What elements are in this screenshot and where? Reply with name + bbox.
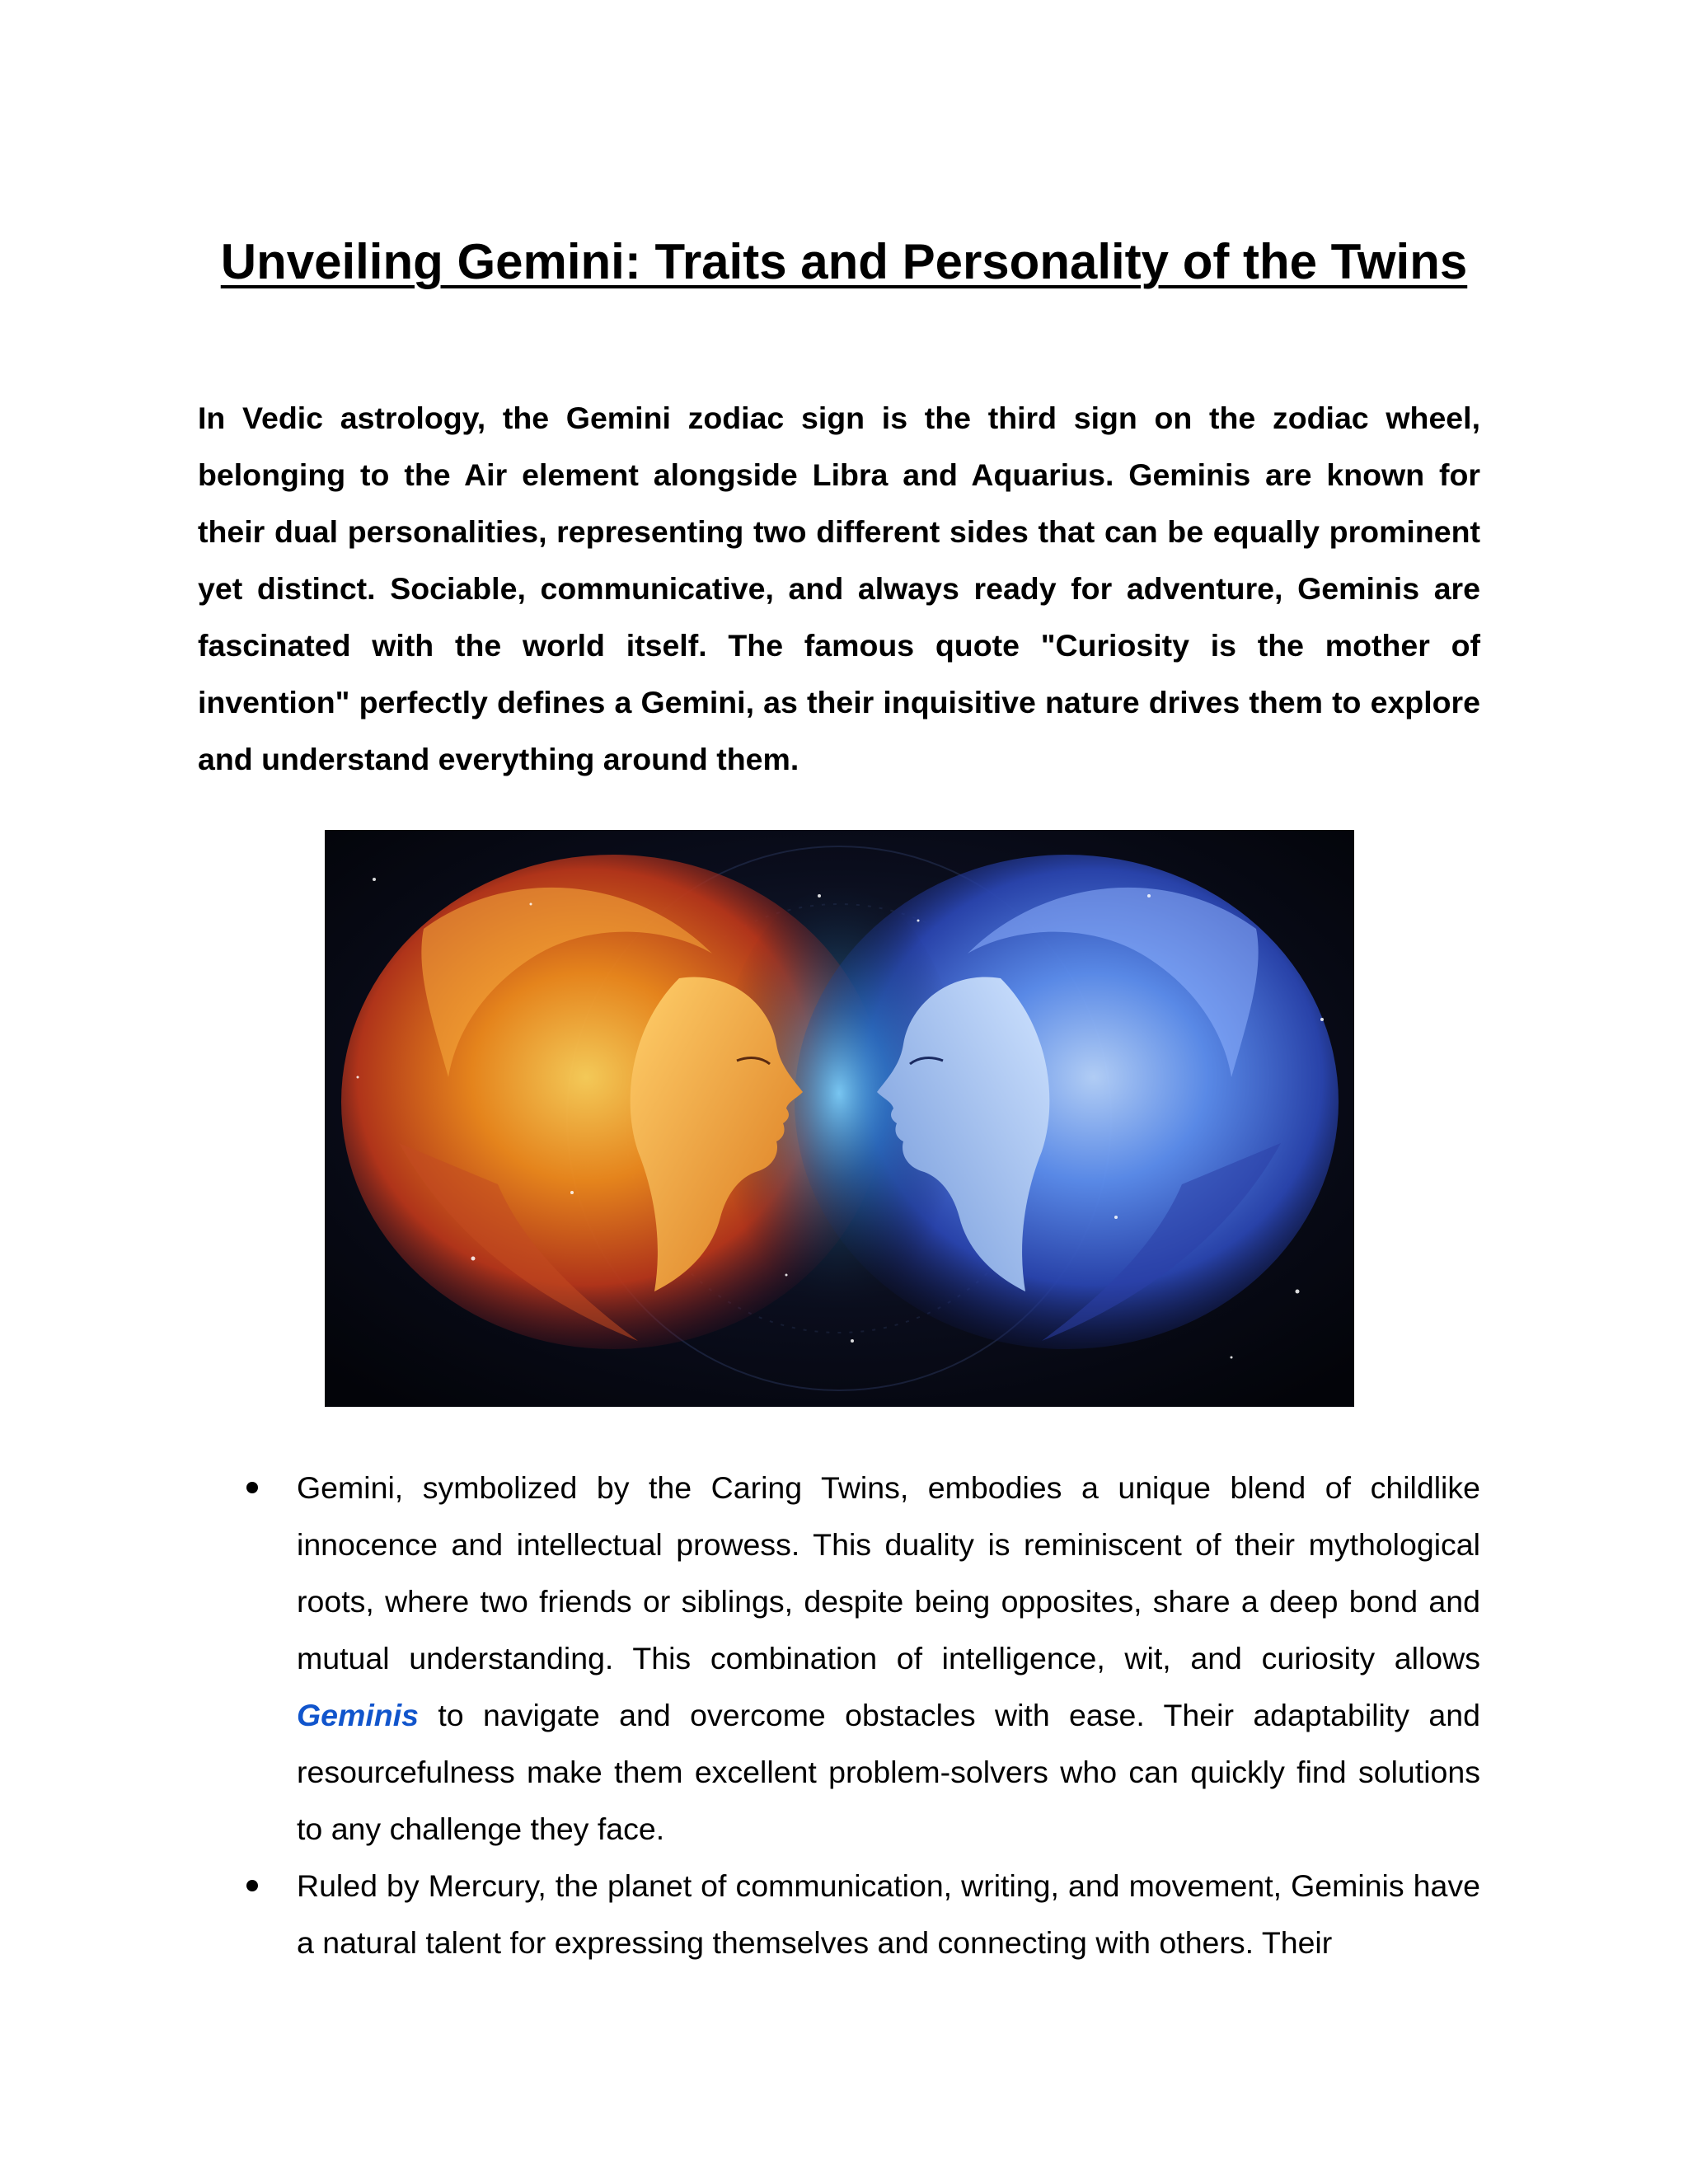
bullet-icon (246, 1482, 258, 1493)
geminis-link[interactable]: Geminis (297, 1698, 419, 1732)
list-item-text-start: Gemini, symbolized by the Caring Twins, embodies a unique blend of childlike innocence and intellectual prowess. This duality is reminiscent of their mythological roots, where two friends or siblings, despite being opposites, share a deep bond and mutual understanding. This combination of intelligence, wit, and curiosity allows (297, 1470, 1480, 1675)
gemini-twins-illustration (325, 830, 1354, 1407)
list-item (198, 1460, 1480, 1858)
list-item-text: Ruled by Mercury, the planet of communication, writing, and movement, Geminis have a natural talent for expressing themselves and connecting with others. Their (297, 1868, 1480, 1960)
page-title: Unveiling Gemini: Traits and Personality of the Twins (220, 234, 1468, 289)
list-item-text-end: to navigate and overcome obstacles with ease. Their adaptability and resourcefulness make them excellent problem-solvers who can quickly find solutions to any challenge they face. (297, 1698, 1480, 1846)
list-item (198, 1858, 1480, 1971)
twins-artwork (325, 830, 1354, 1407)
bullet-icon (246, 1880, 258, 1891)
traits-list (198, 1460, 1480, 1971)
intro-paragraph: In Vedic astrology, the Gemini zodiac sign is the third sign on the zodiac wheel, belonging to the Air element alongside Libra and Aquarius. Geminis are known for their dual personalities, representing two different sides that can be equally prominent yet distinct. Sociable, communicative, and always ready for adventure, Geminis are fascinated with the world itself. The famous quote "Curiosity is the mother of invention" perfectly defines a Gemini, as their inquisitive nature drives them to explore and understand everything around them. (198, 401, 1480, 776)
